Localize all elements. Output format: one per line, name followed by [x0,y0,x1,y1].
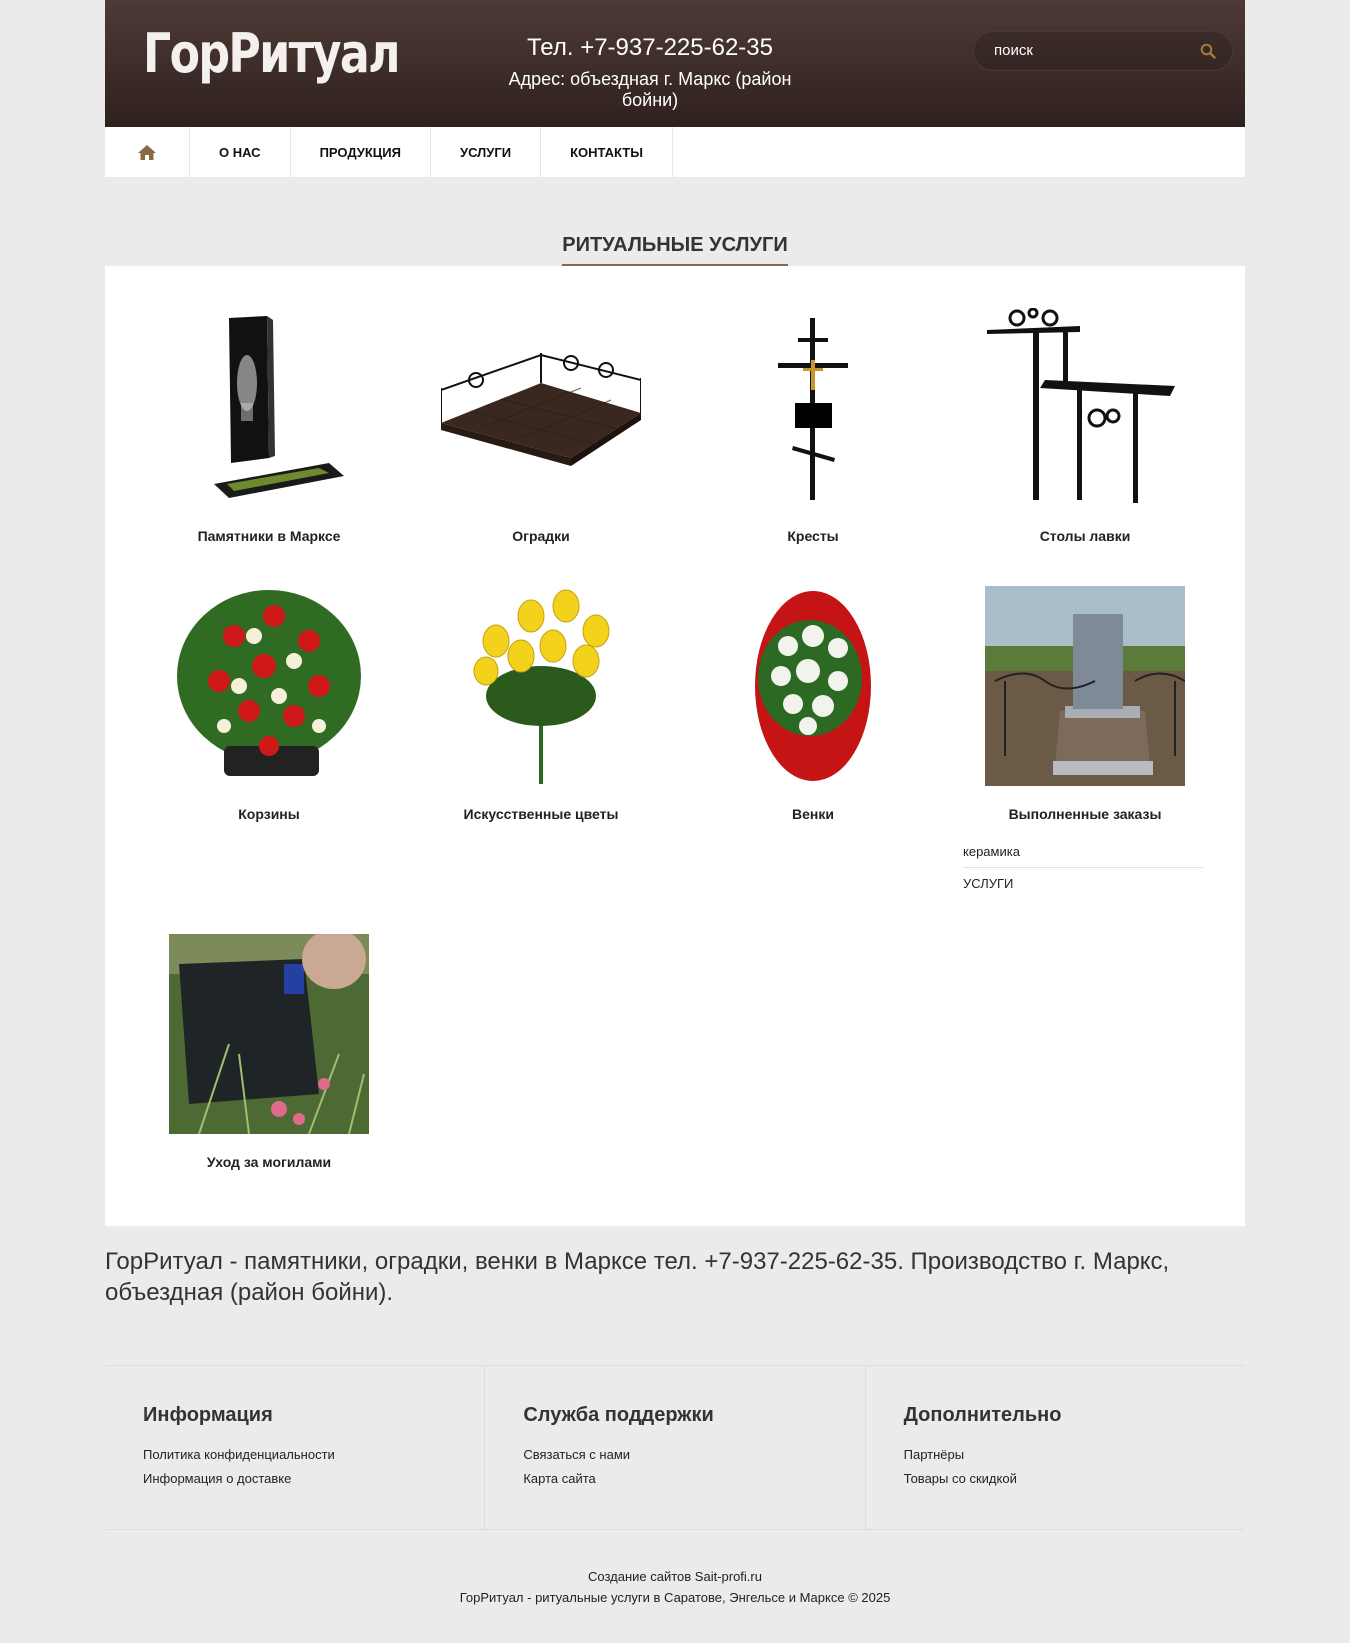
footer-col-extra [866,1366,1245,1529]
search-input[interactable] [992,41,1196,60]
search-icon[interactable] [1200,43,1216,59]
copyright [105,1566,1245,1608]
card-tables-benches[interactable] [949,308,1221,544]
table-bench-image[interactable] [985,308,1185,508]
site-header [105,0,1245,127]
card-label: Корзины [238,806,300,822]
cross-image[interactable] [713,308,913,508]
credit-link[interactable]: Создание сайтов Sait-profi.ru [588,1569,762,1584]
nav-services[interactable]: УСЛУГИ [431,127,541,177]
nav-about[interactable]: О НАС [190,127,291,177]
card-artificial-flowers[interactable] [405,586,677,822]
card-grave-care[interactable] [133,934,405,1170]
main-nav [105,127,1245,177]
footer-col-support [485,1366,865,1529]
sidebar-item-ceramics[interactable]: керамика [963,836,1203,868]
grave-care-image[interactable] [169,934,369,1134]
card-label: Уход за могилами [206,1154,332,1170]
card-label: Памятники в Марксе [197,528,341,544]
search-box [973,31,1233,71]
footer-link-privacy[interactable]: Политика конфиденциальности [143,1447,335,1462]
footer-link-contact[interactable]: Связаться с нами [523,1447,631,1462]
header-contacts [485,33,815,111]
card-label: Кресты [787,528,839,544]
site-logo[interactable]: ГорРитуал [143,22,399,85]
card-wreaths[interactable] [677,586,949,822]
footer-link-discounts[interactable]: Товары со скидкой [903,1471,1017,1486]
footer-heading: Дополнительно [903,1404,1062,1426]
home-icon [137,144,157,161]
nav-home[interactable] [105,127,190,177]
section-title-wrap [105,234,1245,266]
footer-heading: Служба поддержки [523,1404,714,1426]
artificial-flowers-image[interactable] [441,586,641,786]
card-label: Столы лавки [1039,528,1131,544]
card-label: Искусственные цветы [463,806,619,822]
basket-image[interactable] [169,586,369,786]
card-monuments[interactable] [133,308,405,544]
site-description: ГорРитуал - памятники, оградки, венки в Марксе тел. +7-937-225-62-35. Производство г. Маркс, объездная (район бойни). [105,1248,1170,1306]
card-label: Выполненные заказы [1008,806,1162,822]
header-phone[interactable]: Тел. +7-937-225-62-35 [526,34,773,61]
footer-link-sitemap[interactable]: Карта сайта [523,1471,596,1486]
card-completed-orders[interactable] [949,586,1221,822]
card-crosses[interactable] [677,308,949,544]
monument-image[interactable] [169,308,369,508]
wreath-image[interactable] [713,586,913,786]
sidebar-item-services[interactable]: УСЛУГИ [963,876,1014,891]
footer-link-partners[interactable]: Партнёры [903,1447,965,1462]
sidebar-menu [963,836,1203,899]
section-title: РИТУАЛЬНЫЕ УСЛУГИ [562,234,787,266]
card-baskets[interactable] [133,586,405,822]
completed-orders-image[interactable] [985,586,1185,786]
fence-image[interactable] [441,308,641,508]
nav-contacts[interactable]: КОНТАКТЫ [541,127,673,177]
footer-link-delivery[interactable]: Информация о доставке [143,1471,292,1486]
services-panel [105,266,1245,1226]
card-label: Венки [792,806,834,822]
footer-heading: Информация [143,1404,273,1426]
page [105,0,1245,1608]
header-address: Адрес: объездная г. Маркс (район бойни) [508,69,792,110]
card-fences[interactable] [405,308,677,544]
nav-products[interactable]: ПРОДУКЦИЯ [291,127,431,177]
card-label: Оградки [512,528,570,544]
footer [105,1365,1245,1530]
footer-col-info [105,1366,485,1529]
copyright-text: ГорРитуал - ритуальные услуги в Саратове, Энгельсе и Марксе © 2025 [459,1590,891,1605]
